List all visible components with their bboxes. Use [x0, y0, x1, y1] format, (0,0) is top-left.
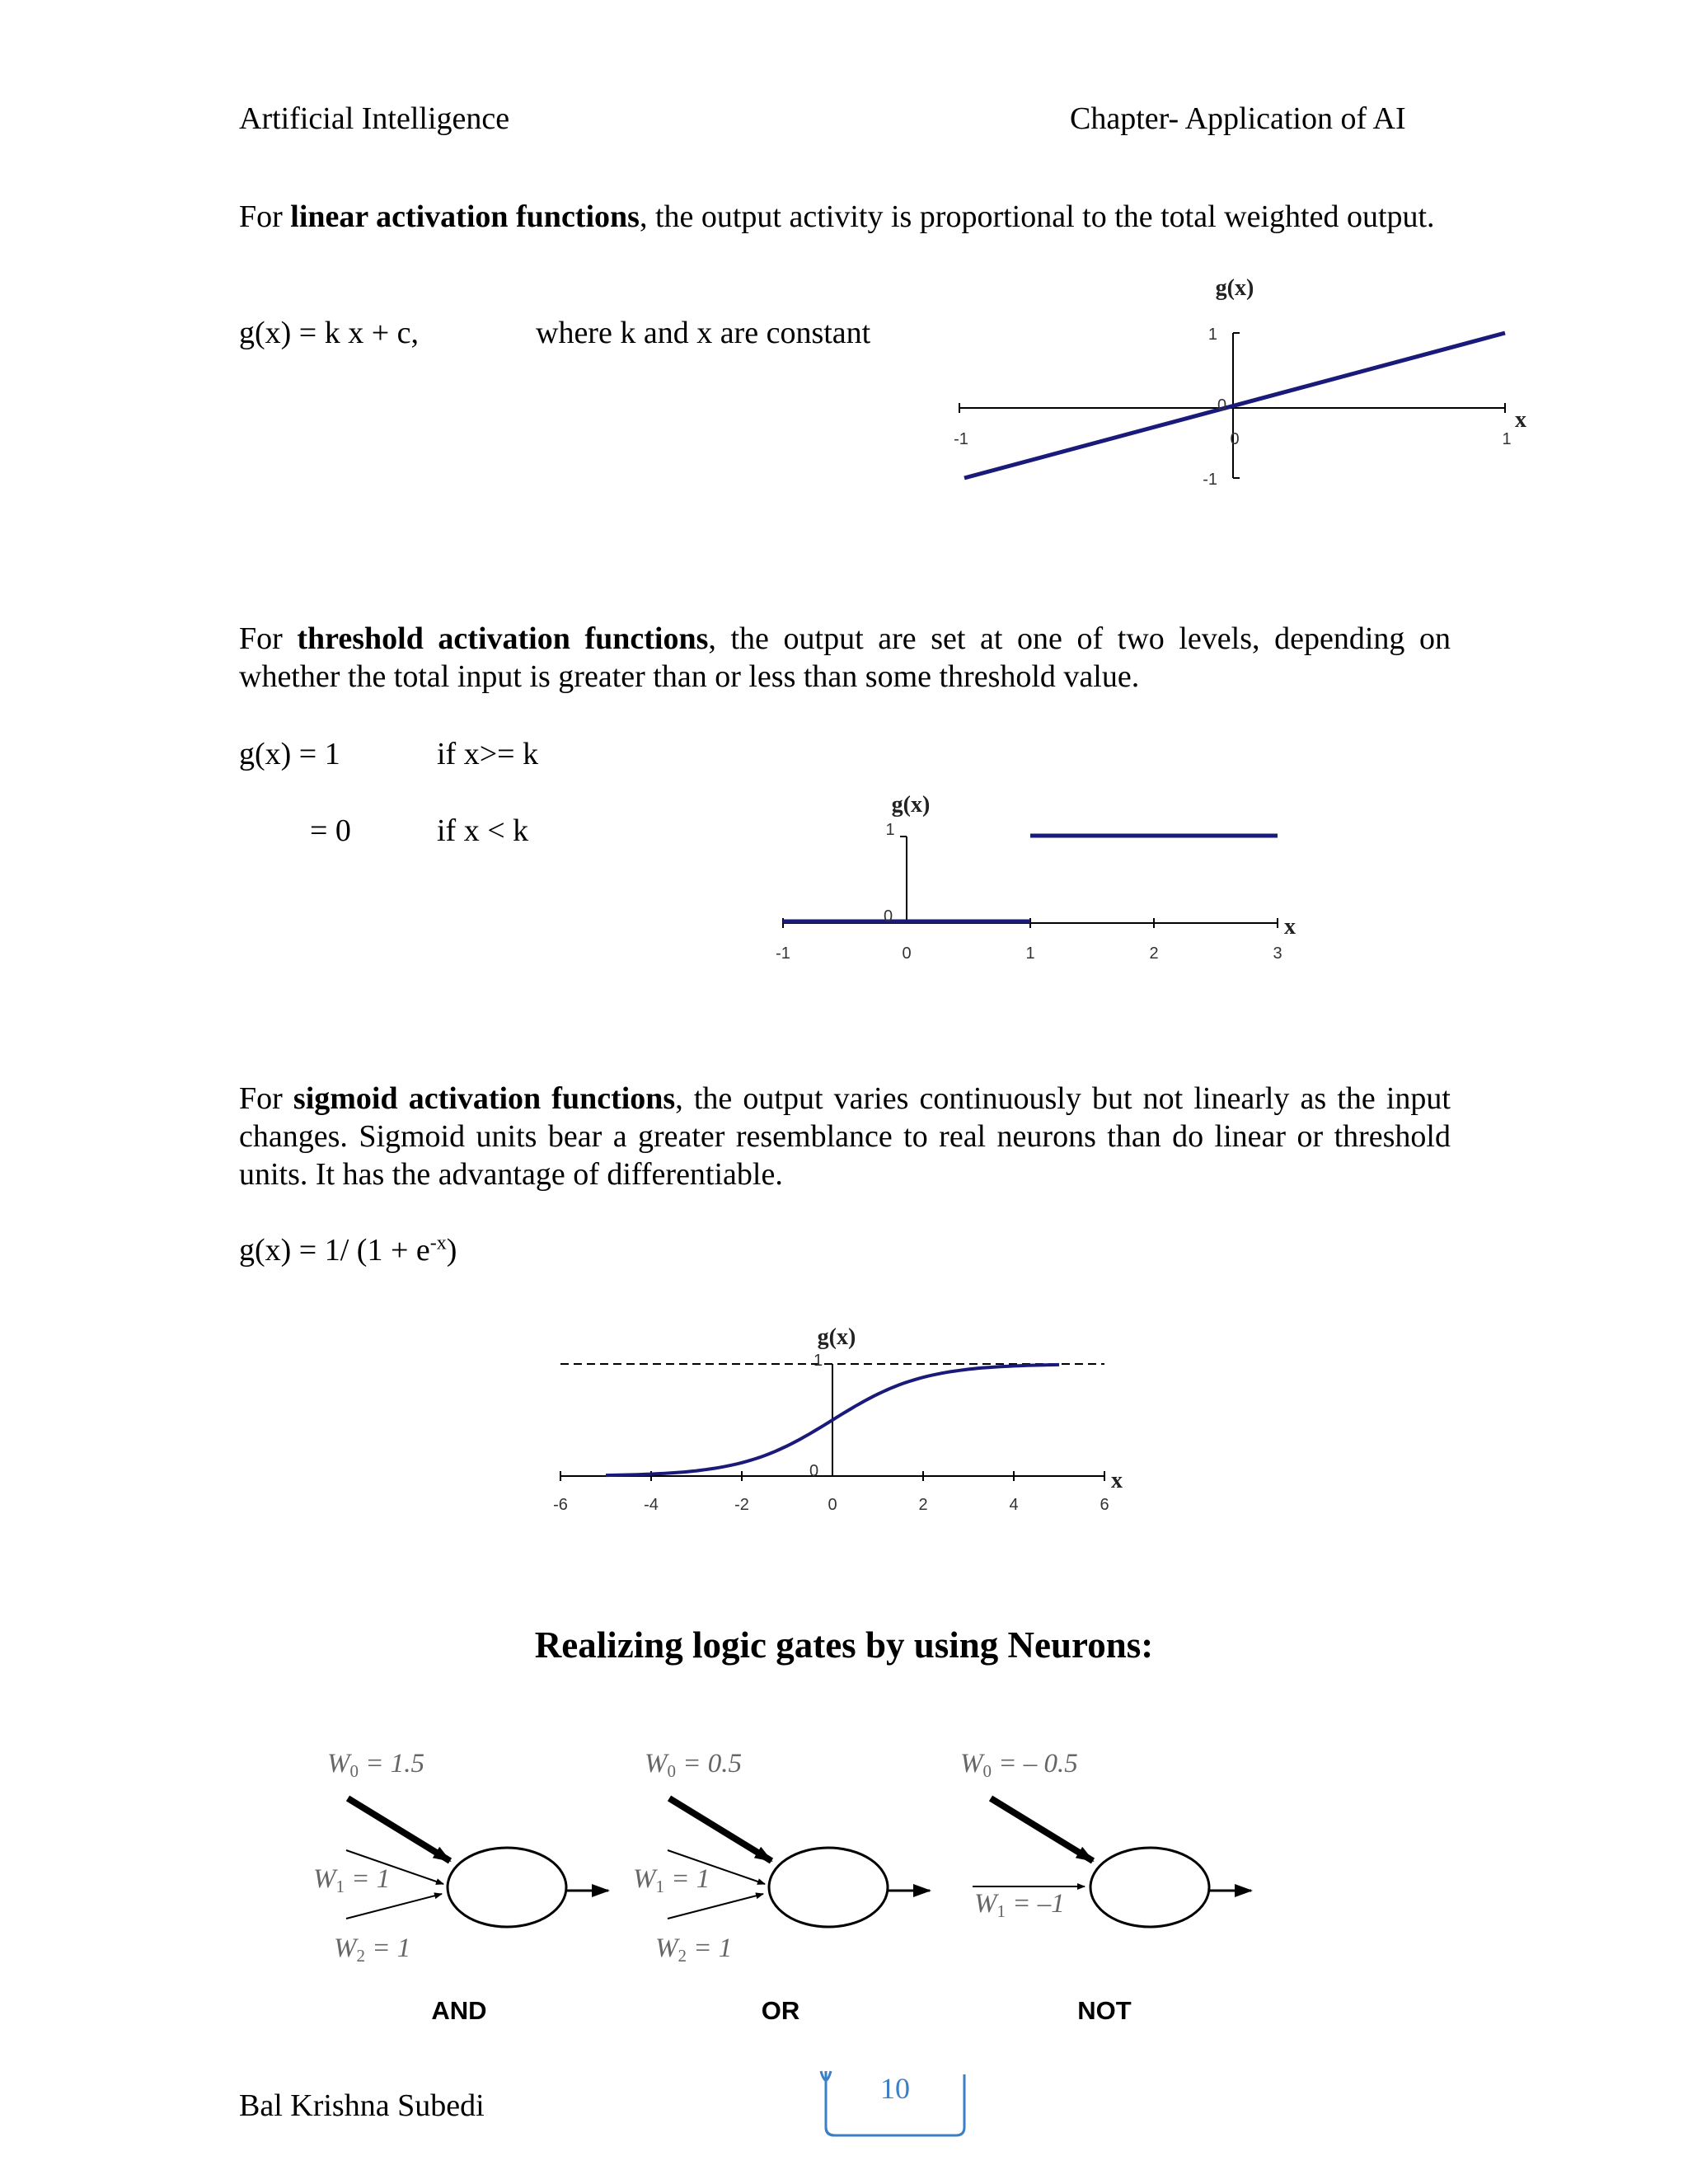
tick-x: -4: [644, 1496, 659, 1512]
threshold-eq2-left: = 0: [310, 813, 351, 848]
linear-xlabel: x: [1515, 407, 1526, 433]
tick-x: 3: [1273, 944, 1282, 963]
threshold-eq2-right: if x < k: [437, 813, 529, 848]
tick-x-neg: -1: [954, 430, 968, 448]
or-w1: W1 = 1: [633, 1864, 710, 1896]
tick-x: 1: [1025, 944, 1035, 963]
linear-graph: [940, 272, 1541, 503]
threshold-ylabel: g(x): [891, 792, 931, 818]
or-neuron: [633, 1749, 930, 1966]
not-neuron: [960, 1749, 1251, 1927]
and-w0: W0 = 1.5: [327, 1749, 425, 1781]
threshold-term: threshold activation functions: [297, 621, 709, 656]
tick-y-one: 1: [814, 1352, 823, 1370]
sigmoid-graph: [544, 1315, 1154, 1512]
header-right: Chapter- Application of AI: [1070, 101, 1406, 136]
tick-x: -2: [734, 1496, 749, 1512]
tick-x: 0: [828, 1496, 837, 1512]
tick-y-zero: 0: [884, 907, 893, 926]
sigmoid-term: sigmoid activation functions: [293, 1081, 676, 1116]
linear-curve: [964, 333, 1505, 478]
linear-ylabel: g(x): [1215, 275, 1254, 301]
tick-x: 6: [1100, 1496, 1109, 1512]
linear-note: where k and x are constant: [536, 316, 871, 350]
tick-y-neg: -1: [1203, 471, 1217, 489]
tick-x: 0: [902, 944, 912, 963]
logic-gates-diagram: [297, 1739, 1319, 2036]
not-neuron-body: [1090, 1848, 1209, 1927]
or-w2: W2 = 1: [655, 1933, 733, 1966]
sigmoid-xlabel: x: [1111, 1468, 1123, 1493]
threshold-xlabel: x: [1284, 914, 1296, 940]
and-w1: W1 = 1: [313, 1864, 391, 1896]
tick-x-pos: 1: [1502, 430, 1512, 448]
or-w0: W0 = 0.5: [645, 1749, 743, 1781]
threshold-graph: [767, 787, 1327, 968]
and-w2: W2 = 1: [334, 1933, 411, 1966]
page-number: 10: [880, 2072, 910, 2105]
tick-x-zero: 0: [1230, 430, 1240, 448]
tick-y-one: 1: [885, 821, 895, 839]
header-left: Artificial Intelligence: [239, 101, 510, 136]
gates-title: Realizing logic gates by using Neurons:: [534, 1624, 1154, 1666]
tick-x: -6: [553, 1496, 568, 1512]
tick-y-zero: 0: [809, 1462, 819, 1480]
and-neuron-body: [448, 1848, 566, 1927]
or-neuron-body: [769, 1848, 888, 1927]
tick-y-pos: 1: [1207, 326, 1217, 344]
threshold-eq1-right: if x>= k: [437, 737, 539, 771]
sigmoid-ylabel: g(x): [817, 1324, 856, 1350]
threshold-eq1-left: g(x) = 1: [239, 737, 340, 771]
threshold-paragraph: For threshold activation functions, the output are set at one of two levels, depending on whether the total input is greater than or less than some threshold value.: [239, 621, 1451, 694]
tick-x: 2: [1149, 944, 1159, 963]
and-neuron: [313, 1749, 608, 1966]
tick-x: 2: [918, 1496, 928, 1512]
tick-x: -1: [776, 944, 790, 963]
linear-term: linear activation functions: [290, 199, 640, 234]
or-label: OR: [761, 1996, 800, 2025]
tick-y-zero: 0: [1217, 396, 1227, 415]
sigmoid-exponent: -x: [429, 1232, 447, 1254]
sigmoid-paragraph: For sigmoid activation functions, the output varies continuously but not linearly as the input changes. Sigmoid units bear a greater resemblance to real neurons than do linear or threshold units. It has the advantage of differentiable.: [239, 1081, 1451, 1192]
linear-equation: g(x) = k x + c,: [239, 316, 420, 350]
not-w0: W0 = – 0.5: [960, 1749, 1078, 1781]
footer-author: Bal Krishna Subedi: [239, 2088, 485, 2123]
and-label: AND: [431, 1996, 487, 2025]
not-label: NOT: [1077, 1996, 1132, 2025]
sigmoid-equation: g(x) = 1/ $(1 + e^{-x})$: [239, 1232, 457, 1268]
linear-paragraph: For linear activation functions, the output activity is proportional to the total weighted output.: [239, 199, 1435, 234]
not-w1: W1 = –1: [974, 1889, 1065, 1921]
tick-x: 4: [1009, 1496, 1019, 1512]
